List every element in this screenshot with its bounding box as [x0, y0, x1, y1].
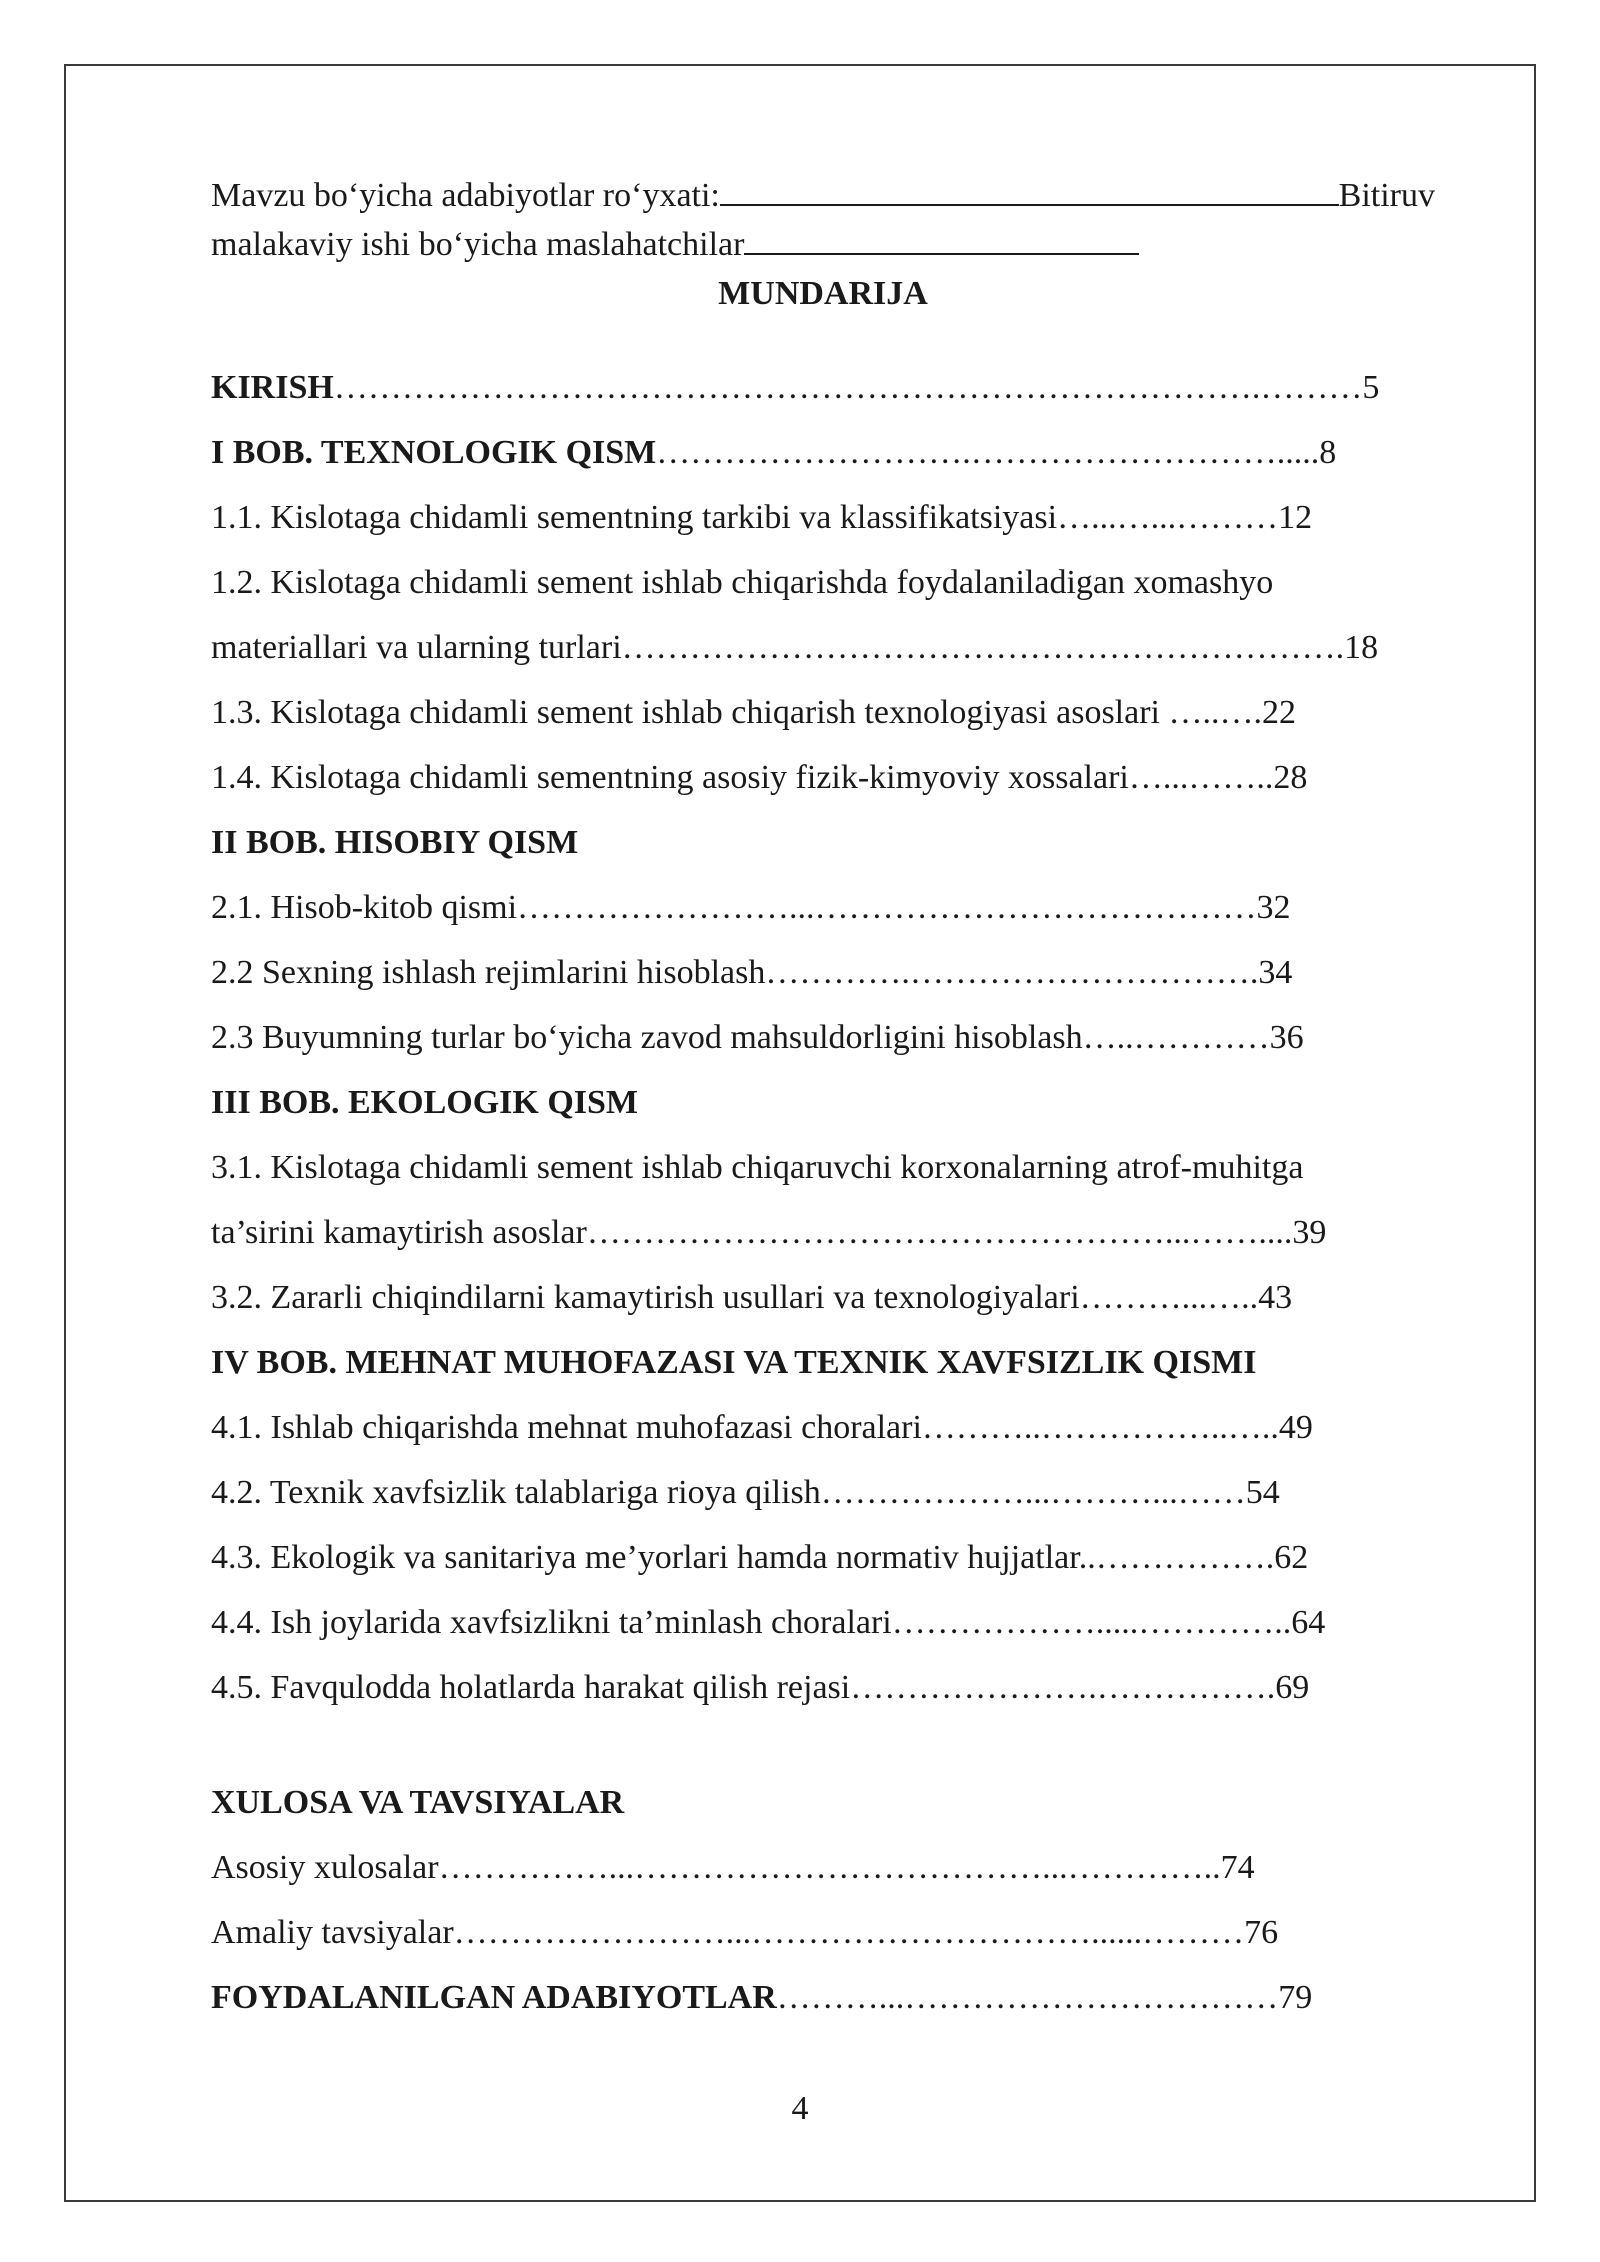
toc-entry — [211, 1525, 1435, 1590]
toc-entry-title: Amaliy tavsiyalar — [211, 1914, 454, 1951]
toc-entry — [211, 355, 1435, 420]
toc-entry-leader: …...…...……… — [1057, 499, 1279, 536]
toc-entry-page: 5 — [1362, 369, 1380, 406]
toc-entry-leader: …..………… — [1082, 1019, 1270, 1056]
toc-entry-title: 3.1. Kislotaga chidamli sement ishlab chiqaruvchi korxonalarning atrof-muhitga — [211, 1149, 1304, 1186]
toc-entry-title: 1.3. Kislotaga chidamli sement ishlab chiqarish texnologiyasi asoslari — [211, 694, 1169, 731]
toc-entry-title: 2.1. Hisob-kitob qismi — [211, 889, 518, 926]
toc-entry-title: 1.4. Kislotaga chidamli sementning asosiy fizik-kimyoviy xossalari — [211, 759, 1129, 796]
toc-entry-page: 39 — [1292, 1214, 1327, 1251]
toc-entry-title: 4.1. Ishlab chiqarishda mehnat muhofazasi choralari — [211, 1409, 922, 1446]
toc-entry-title: materiallari va ularning turlari — [211, 629, 622, 666]
toc-conclusion-section — [211, 1770, 1435, 2030]
toc-entry-leader: ………………….……………. — [850, 1669, 1276, 1706]
toc-entry-page: 54 — [1245, 1474, 1280, 1511]
toc-entry-leader: ……………………...…………………………......……… — [453, 1914, 1245, 1951]
toc-entry — [211, 1070, 1435, 1135]
intro-line1-tail: Bitiruv — [1338, 177, 1435, 214]
toc-entry-leader: ……………………………………………………………………….……… — [333, 369, 1363, 406]
intro-literature-label: Mavzu bo‘yicha adabiyotlar ro‘yxati: — [211, 177, 720, 214]
toc-entry-page: 62 — [1274, 1539, 1309, 1576]
toc-entry-title: Asosiy xulosalar — [211, 1849, 439, 1886]
toc-entry-page: 36 — [1269, 1019, 1304, 1056]
toc-entry-title: 4.4. Ish joylarida xavfsizlikni ta’minlash choralari — [211, 1604, 892, 1641]
toc-entry-leader: ……………………...………………………………… — [517, 889, 1257, 926]
toc-entry — [211, 1265, 1435, 1330]
toc-entry-leader: ……………………………………………...…….... — [586, 1214, 1293, 1251]
toc-entry — [211, 1590, 1435, 1655]
toc-entry-page: 8 — [1319, 434, 1337, 471]
toc-entry — [211, 875, 1435, 940]
toc-entry — [211, 1900, 1435, 1965]
toc-entry-title: 2.2 Sexning ishlash rejimlarini hisoblash — [211, 954, 766, 991]
page-number: 4 — [791, 2090, 809, 2127]
toc-entry — [211, 1460, 1435, 1525]
toc-entry — [211, 1330, 1435, 1395]
intro-advisors-label: malakaviy ishi bo‘yicha maslahatchilar — [211, 226, 745, 263]
toc-entry — [211, 615, 1435, 680]
toc-spacer — [211, 1720, 1435, 1770]
toc-entry-title: 3.2. Zararli chiqindilarni kamaytirish usullari va texnologiyalari — [211, 1279, 1080, 1316]
toc-entry-page: 18 — [1344, 629, 1379, 666]
toc-entry-leader: .……………. — [1087, 1539, 1275, 1576]
advisors-blank-line — [744, 223, 1139, 255]
toc-title: MUNDARIJA — [718, 275, 928, 312]
toc-entry-page: 69 — [1275, 1669, 1310, 1706]
literature-blank-line — [720, 174, 1339, 206]
toc-entry-leader: ……………….....………….. — [891, 1604, 1292, 1641]
toc-entry — [211, 1135, 1435, 1200]
toc-entry-page: 49 — [1278, 1409, 1313, 1446]
toc-entry — [211, 745, 1435, 810]
toc-tail-list — [211, 1835, 1435, 2030]
toc-entry-title: 4.2. Texnik xavfsizlik talablariga rioya qilish — [211, 1474, 821, 1511]
toc-entry-page: 79 — [1278, 1979, 1313, 2016]
toc-entry-title: II BOB. HISOBIY QISM — [211, 824, 579, 861]
toc-entry — [211, 1835, 1435, 1900]
document-body — [211, 171, 1435, 2030]
toc-entry — [211, 550, 1435, 615]
toc-entry — [211, 940, 1435, 1005]
toc-entry-leader: ……………………….………………………..... — [656, 434, 1320, 471]
toc-entry-page: 64 — [1291, 1604, 1326, 1641]
toc-entry-leader: ………..……………..….. — [921, 1409, 1279, 1446]
toc-entry-leader: ………….…………………………. — [765, 954, 1259, 991]
intro-paragraph — [211, 171, 1435, 269]
toc-entry — [211, 485, 1435, 550]
toc-entry-page: 76 — [1244, 1914, 1279, 1951]
toc-entry — [211, 1655, 1435, 1720]
toc-entry — [211, 810, 1435, 875]
toc-entry-title: 1.1. Kislotaga chidamli sementning tarkibi va klassifikatsiyasi — [211, 499, 1058, 536]
toc-entry-leader: ………...….. — [1079, 1279, 1259, 1316]
toc-entry-title: 1.2. Kislotaga chidamli sement ishlab chiqarishda foydalaniladigan xomashyo — [211, 564, 1274, 601]
toc-entry-title: III BOB. EKOLOGIK QISM — [211, 1084, 638, 1121]
toc-entry — [211, 1395, 1435, 1460]
toc-entry-page: 32 — [1256, 889, 1291, 926]
toc-entry-title: 4.3. Ekologik va sanitariya me’yorlari hamda normativ hujjatlar. — [211, 1539, 1088, 1576]
toc-entry-title: I BOB. TEXNOLOGIK QISM — [211, 434, 657, 471]
toc-entry-page: 22 — [1261, 694, 1296, 731]
toc-conclusion-heading: XULOSA VA TAVSIYALAR — [211, 1784, 625, 1821]
intro-line-2 — [211, 220, 1435, 269]
toc-entry-title: FOYDALANILGAN ADABIYOTLAR — [211, 1979, 777, 2016]
toc-entry-title: KIRISH — [211, 369, 334, 406]
toc-entry — [211, 680, 1435, 745]
toc-entry-page: 34 — [1258, 954, 1293, 991]
intro-line-1 — [211, 171, 1435, 220]
toc-entry-title: IV BOB. MEHNAT MUHOFAZASI VA TEXNIK XAVFSIZLIK QISMI — [211, 1344, 1257, 1381]
toc-entry-leader: ………………………………………………………. — [621, 629, 1345, 666]
toc-entry — [211, 1005, 1435, 1070]
toc-entry-leader: ………………...………...…… — [820, 1474, 1246, 1511]
toc-entry-title: 4.5. Favqulodda holatlarda harakat qilish rejasi — [211, 1669, 851, 1706]
toc-entry — [211, 1965, 1435, 2030]
toc-entry-leader: …...…….. — [1128, 759, 1274, 796]
toc-entry-title: ta’sirini kamaytirish asoslar — [211, 1214, 587, 1251]
toc-entry-page: 28 — [1273, 759, 1308, 796]
toc-entry — [211, 1200, 1435, 1265]
toc-entry-title: 2.3 Buyumning turlar bo‘yicha zavod mahsuldorligini hisoblash — [211, 1019, 1083, 1056]
toc-entry-page: 43 — [1258, 1279, 1293, 1316]
toc-entry-leader: …..…. — [1168, 694, 1262, 731]
toc-entry-page: 12 — [1278, 499, 1313, 536]
toc-entry — [211, 420, 1435, 485]
toc-entry-page: 74 — [1220, 1849, 1255, 1886]
toc-entry-leader: ………...…………………………… — [776, 1979, 1279, 2016]
toc-entry-leader: ……………...………………………………...………….. — [438, 1849, 1221, 1886]
toc-list — [211, 355, 1435, 1720]
